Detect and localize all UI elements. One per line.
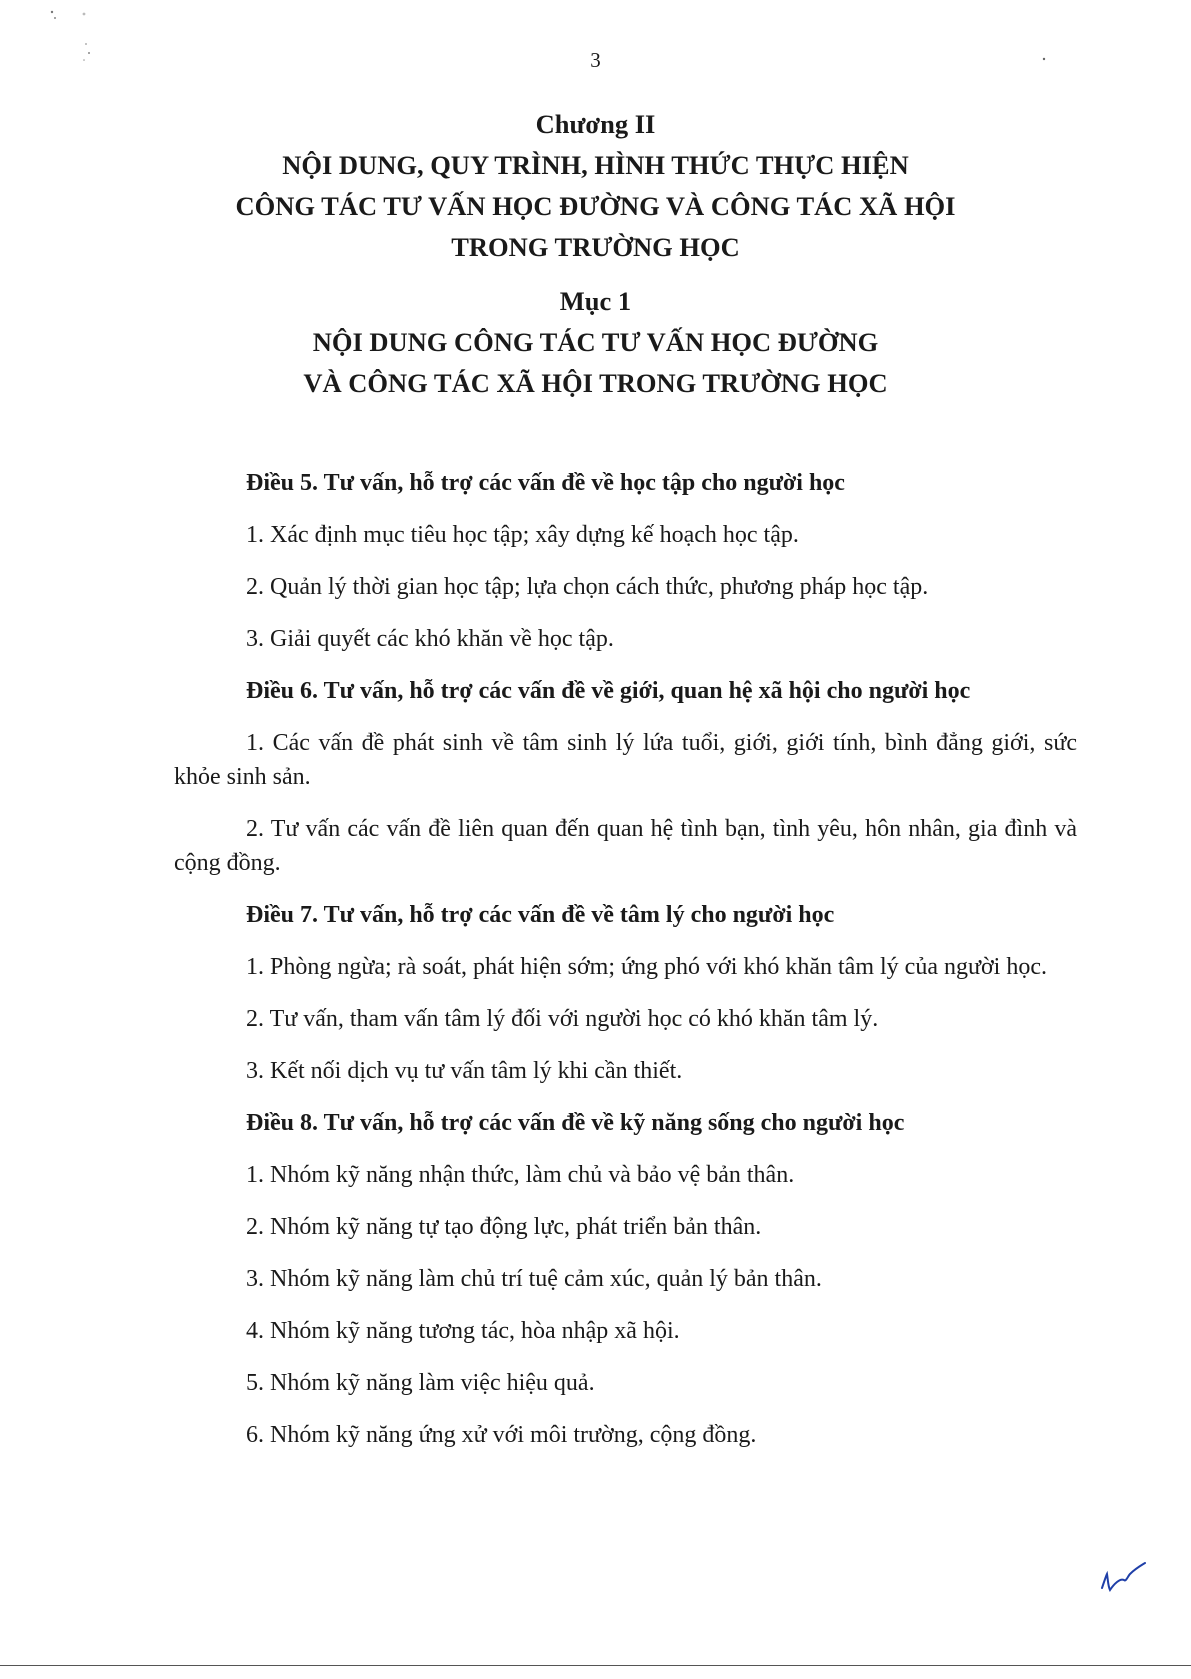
section-title-line: VÀ CÔNG TÁC XÃ HỘI TRONG TRƯỜNG HỌC (303, 368, 888, 398)
section-title-line: NỘI DUNG CÔNG TÁC TƯ VẤN HỌC ĐƯỜNG (312, 327, 879, 357)
chapter-label: Chương II (535, 109, 656, 139)
article-7-title: Điều 7. Tư vấn, hỗ trợ các vấn đề về tâm lý cho người học (246, 902, 835, 928)
article-7-clause-2: 2. Tư vấn, tham vấn tâm lý đối với người học có khó khăn tâm lý. (246, 1006, 879, 1032)
chapter-title-line: CÔNG TÁC TƯ VẤN HỌC ĐƯỜNG VÀ CÔNG TÁC XÃ HỘI (235, 191, 956, 221)
article-5-clause-2: 2. Quản lý thời gian học tập; lựa chọn cách thức, phương pháp học tập. (246, 574, 929, 600)
article-6-title: Điều 6. Tư vấn, hỗ trợ các vấn đề về giới, quan hệ xã hội cho người học (246, 678, 971, 704)
article-5-clause-1: 1. Xác định mục tiêu học tập; xây dựng kế hoạch học tập. (246, 522, 799, 548)
scan-bottom-edge (0, 1665, 1191, 1666)
handwritten-initial-icon (1098, 1560, 1148, 1596)
article-6-clause-1: 1. Các vấn đề phát sinh về tâm sinh lý lứa tuổi, giới, giới tính, bình đẳng giới, sức khỏe sinh sản. (174, 730, 1077, 790)
article-5-clause-3: 3. Giải quyết các khó khăn về học tập. (246, 626, 614, 652)
section-label: Mục 1 (559, 286, 632, 316)
document-body (174, 466, 1077, 1470)
article-8-clause-6: 6. Nhóm kỹ năng ứng xử với môi trường, cộng đồng. (246, 1422, 757, 1448)
article-8-clause-2: 2. Nhóm kỹ năng tự tạo động lực, phát triển bản thân. (246, 1214, 762, 1240)
article-5-title: Điều 5. Tư vấn, hỗ trợ các vấn đề về học tập cho người học (246, 470, 845, 496)
page-number: 3 (590, 48, 601, 72)
article-8-clause-1: 1. Nhóm kỹ năng nhận thức, làm chủ và bảo vệ bản thân. (246, 1162, 795, 1188)
section-heading (150, 281, 1041, 404)
article-7-clause-3: 3. Kết nối dịch vụ tư vấn tâm lý khi cần thiết. (246, 1058, 683, 1084)
article-8-clause-5: 5. Nhóm kỹ năng làm việc hiệu quả. (246, 1370, 595, 1396)
article-8-clause-4: 4. Nhóm kỹ năng tương tác, hòa nhập xã hội. (246, 1318, 680, 1344)
article-8-title: Điều 8. Tư vấn, hỗ trợ các vấn đề về kỹ năng sống cho người học (246, 1110, 905, 1136)
chapter-heading (150, 104, 1041, 268)
chapter-title-line: NỘI DUNG, QUY TRÌNH, HÌNH THỨC THỰC HIỆN (282, 150, 909, 180)
chapter-title-line: TRONG TRƯỜNG HỌC (451, 232, 740, 262)
article-7-clause-1: 1. Phòng ngừa; rà soát, phát hiện sớm; ứng phó với khó khăn tâm lý của người học. (246, 954, 1047, 980)
article-8-clause-3: 3. Nhóm kỹ năng làm chủ trí tuệ cảm xúc, quản lý bản thân. (246, 1266, 822, 1292)
article-6-clause-2: 2. Tư vấn các vấn đề liên quan đến quan hệ tình bạn, tình yêu, hôn nhân, gia đình và cộng đồng. (174, 816, 1077, 876)
